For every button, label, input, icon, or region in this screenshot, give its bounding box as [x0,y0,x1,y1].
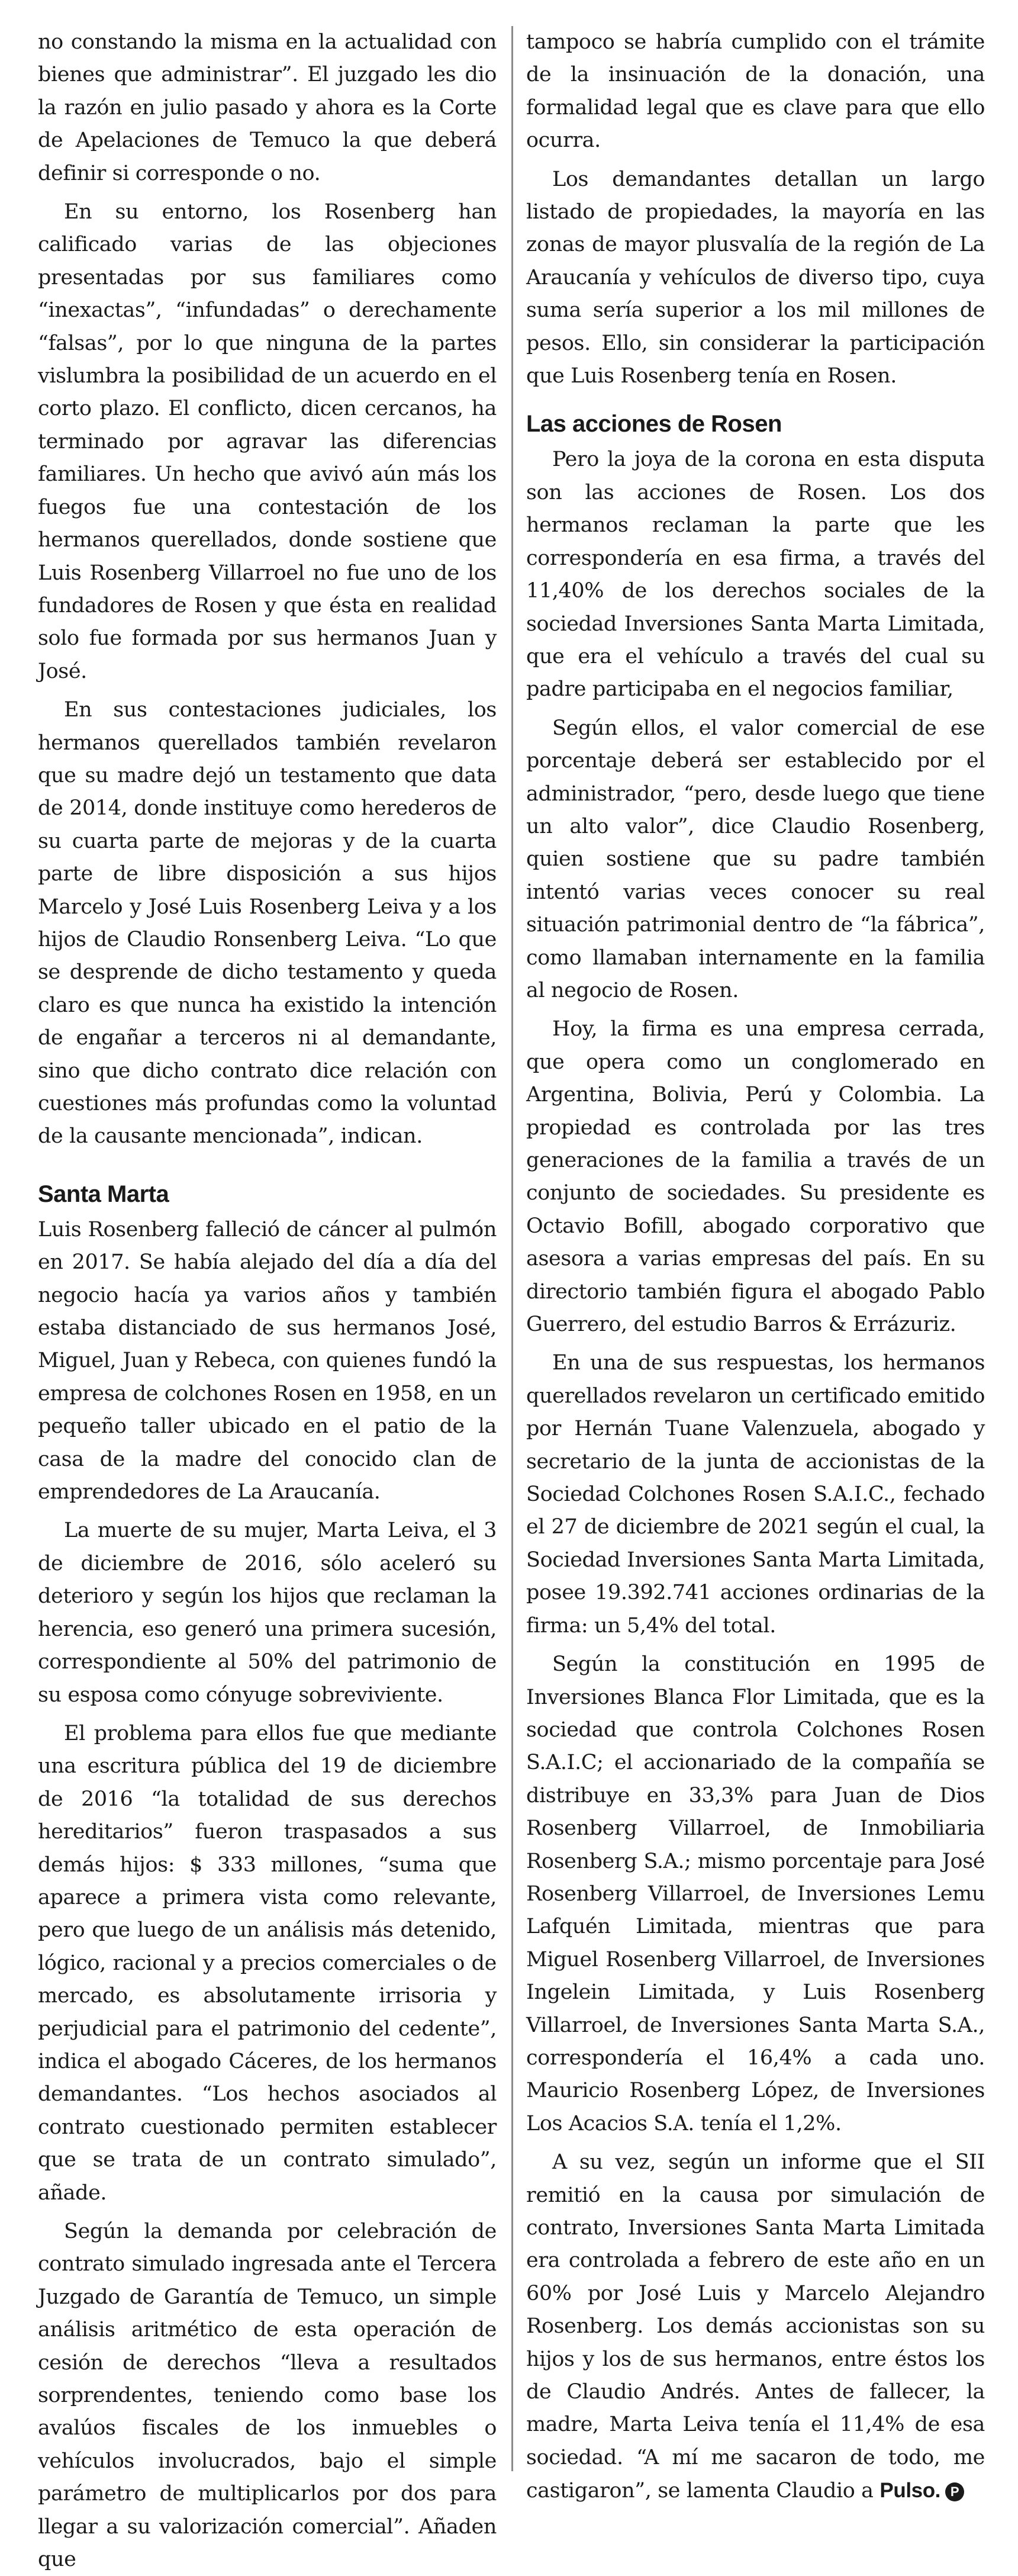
publication-brand: Pulso. [880,2479,941,2503]
article-column-right [526,26,985,2503]
column-divider [511,26,513,2471]
article-paragraph: En sus contestaciones judiciales, los hermanos querellados también revelaron que su madre dejó un testamento que data de 2014, donde instituye como herederos de su cuarta parte de mejoras y de la cuarta parte de libre disposición a sus hijos Marcelo y José Luis Rosenberg Leiva y a los hijos de Claudio Ronsenberg Leiva. “Lo que se desprende de dicho testamento y queda claro es que nunca ha existido la intención de engañar a terceros ni al demandante, sino que dicho contrato dice relación con cuestiones más profundas como la voluntad de la causante mencionada”, indican. [38,698,497,1149]
article-paragraph: La muerte de su mujer, Marta Leiva, el 3 de diciembre de 2016, sólo aceleró su deterioro y según los hijos que reclaman la herencia, eso generó una primera sucesión, correspondiente al 50% del patrimonio de su esposa como cónyuge sobreviviente. [38,1519,497,1707]
section-heading-acciones-rosen: Las acciones de Rosen [526,411,782,438]
article-paragraph: no constando la misma en la actualidad con bienes que administrar”. El juzgado les dio la razón en julio pasado y ahora es la Corte de Apelaciones de Temuco la que deberá definir si corresponde o no. [38,30,497,185]
article-paragraph: Los demandantes detallan un largo listado de propiedades, la mayoría en las zonas de mayor plusvalía de la región de La Araucanía y vehículos de diverso tipo, cuya suma sería superior a los mil millones de pesos. Ello, sin considerar la participación que Luis Rosenberg tenía en Rosen. [526,167,985,388]
article-paragraph: Hoy, la firma es una empresa cerrada, que opera como un conglomerado en Argentina, Bolivia, Perú y Colombia. La propiedad es controlada por las tres generaciones de la familia a través de un conjunto de sociedades. Su presidente es Octavio Bofill, abogado corporativo que asesora a varias empresas del país. En su directorio también figura el abogado Pablo Guerrero, del estudio Barros & Errázuriz. [526,1017,985,1337]
article-paragraph: Según ellos, el valor comercial de ese porcentaje deberá ser establecido por el administrador, “pero, desde luego que tiene un alto valor”, dice Claudio Rosenberg, quien sostiene que su padre también intentó varias veces conocer su real situación patrimonial dentro de “la fábrica”, como llamaban internamente en la familia al negocio de Rosen. [526,716,985,1002]
article-paragraph: El problema para ellos fue que mediante una escritura pública del 19 de diciembre de 2016 “la totalidad de sus derechos hereditarios” fueron traspasados a sus demás hijos: $ 333 millones, “suma que aparece a primera vista como relevante, pero que luego de un análisis más detenido, lógico, racional y a precios comerciales o de mercado, es absolutamente irrisoria y perjudicial para el patrimonio del cedente”, indica el abogado Cáceres, de los hermanos demandantes. “Los hechos asociados al contrato cuestionado permiten establecer que se trata de un contrato simulado”, añade. [38,1721,497,2205]
article-paragraph: Según la constitución en 1995 de Inversiones Blanca Flor Limitada, que es la sociedad que controla Colchones Rosen S.A.I.C; el accionariado de la compañía se distribuye en 33,3% para Juan de Dios Rosenberg Villarroel, de Inmobiliaria Rosenberg S.A.; mismo porcentaje para José Rosenberg Villarroel, de Inversiones Lemu Lafquén Limitada, mientras que para Miguel Rosenberg Villarroel, de Inversiones Ingelein Limitada, y Luis Rosenberg Villarroel, de Inversiones Santa Marta S.A., correspondería el 16,4% a cada uno. Mauricio Rosenberg López, de Inversiones Los Acacios S.A. tenía el 1,2%. [526,1652,985,2136]
final-paragraph-text: A su vez, según un informe que el SII remitió en la causa por simulación de contrato, Inversiones Santa Marta Limitada era controlada a febrero de este año en un 60% por José Luis y Marcelo Alejandro Rosenberg. Los demás accionistas son su hijos y los de sus hermanos, entre éstos los de Claudio Andrés. Antes de fallecer, la madre, Marta Leiva tenía el 11,4% de esa sociedad. “A mí me sacaron de todo, me castigaron”, se lamenta Claudio a [526,2150,985,2503]
article-paragraph-final [526,2146,985,2507]
section-heading-santa-marta: Santa Marta [38,1181,169,1207]
article-paragraph: Según la demanda por celebración de contrato simulado ingresada ante el Tercera Juzgado de Garantía de Temuco, un simple análisis aritmético de esta operación de cesión de derechos “lleva a resultados sorprendentes, teniendo como base los avalúos fiscales de los inmuebles o vehículos involucrados, bajo el simple parámetro de multiplicarlos por dos para llegar a su valorización comercial”. Añaden que [38,2220,497,2572]
article-paragraph: En una de sus respuestas, los hermanos querellados revelaron un certificado emitido por Hernán Tuane Valenzuela, abogado y secretario de la junta de accionistas de la Sociedad Colchones Rosen S.A.I.C., fechado el 27 de diciembre de 2021 según el cual, la Sociedad Inversiones Santa Marta Limitada, posee 19.392.741 acciones ordinarias de la firma: un 5,4% del total. [526,1351,985,1638]
end-mark-icon: P [945,2482,964,2501]
article-page [38,26,985,2572]
article-column-left [38,26,497,2572]
article-paragraph: En su entorno, los Rosenberg han calificado varias de las objeciones presentadas por sus familiares como “inexactas”, “infundadas” o derechamente “falsas”, por lo que ninguna de la partes vislumbra la posibilidad de un acuerdo en el corto plazo. El conflicto, dicen cercanos, ha terminado por agravar las diferencias familiares. Un hecho que avivó aún más los fuegos fue una contestación de los hermanos querellados, donde sostiene que Luis Rosenberg Villarroel no fue uno de los fundadores de Rosen y que ésta en realidad solo fue formada por sus hermanos Juan y José. [38,200,497,683]
article-paragraph: Luis Rosenberg falleció de cáncer al pulmón en 2017. Se había alejado del día a día del negocio hacía ya varios años y también estaba distanciado de sus hermanos José, Miguel, Juan y Rebeca, con quienes fundó la empresa de colchones Rosen en 1958, en un pequeño taller ubicado en el patio de la casa de la madre del conocido clan de emprendedores de La Araucanía. [38,1217,497,1504]
article-paragraph: tampoco se habría cumplido con el trámite de la insinuación de la donación, una formalidad legal que es clave para que ello ocurra. [526,30,985,153]
article-paragraph: Pero la joya de la corona en esta disputa son las acciones de Rosen. Los dos hermanos reclaman la parte que les correspondería en esa firma, a través del 11,40% de los derechos sociales de la sociedad Inversiones Santa Marta Limitada, que era el vehículo a través del cual su padre participaba en el negocios familiar, [526,448,985,702]
